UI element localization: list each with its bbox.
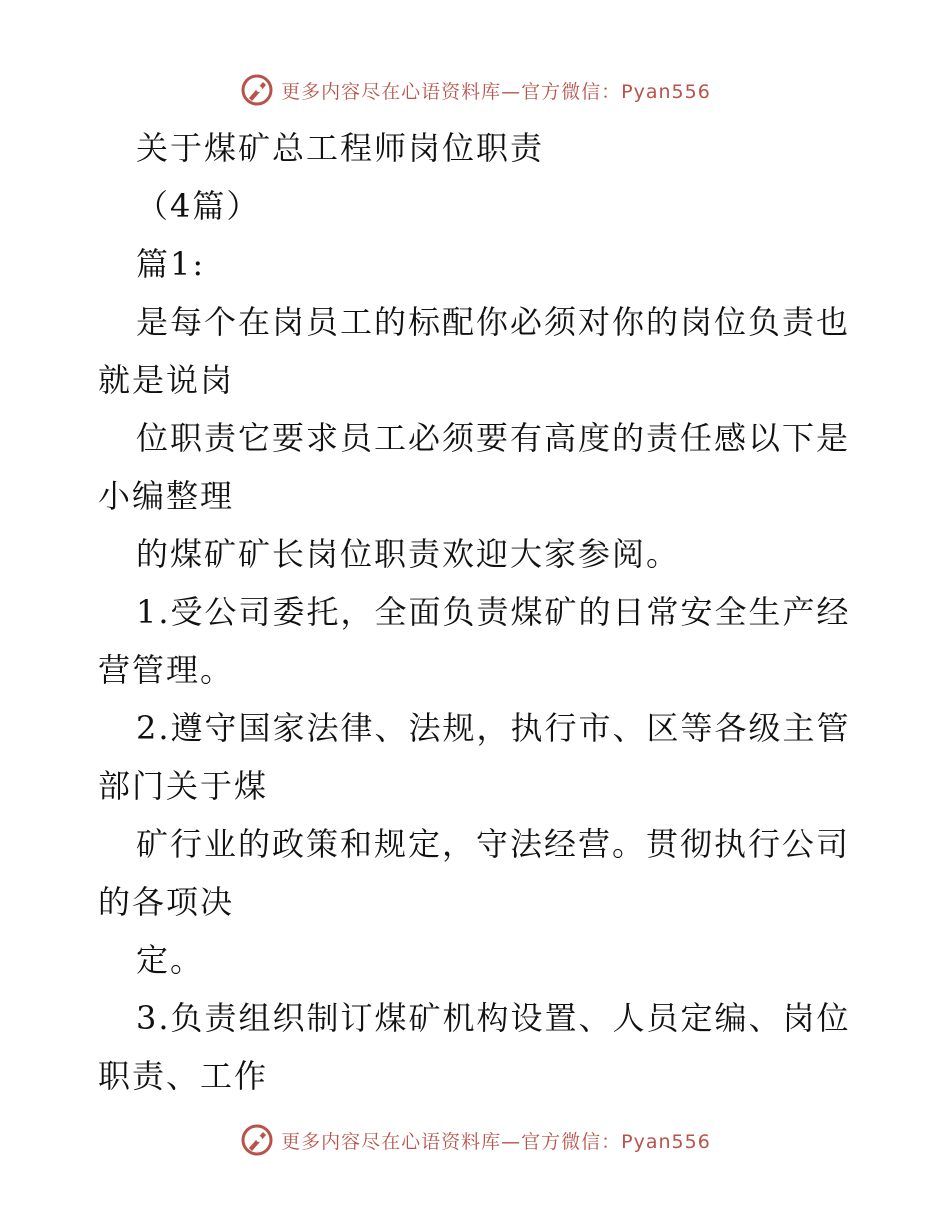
document-title: 关于煤矿总工程师岗位职责 <box>136 129 545 167</box>
list-item-line: 2.遵守国家法律、法规，执行市、区等各级主管 <box>136 709 851 747</box>
list-item-line: 矿行业的政策和规定，守法经营。贯彻执行公司 <box>136 825 851 863</box>
list-item-line: 1.受公司委托，全面负责煤矿的日常安全生产经 <box>136 593 851 631</box>
paragraph-line: 的煤矿矿长岗位职责欢迎大家参阅。 <box>136 535 681 573</box>
list-item-line: 定。 <box>136 941 205 979</box>
watermark-text: 更多内容尽在心语资料库—官方微信：Pyan556 <box>281 80 711 103</box>
paragraph-line: 是每个在岗员工的标配你必须对你的岗位负责也 <box>136 303 851 341</box>
section-heading: 篇1: <box>136 245 206 283</box>
list-item-line: 的各项决 <box>98 883 235 921</box>
paragraph-line: 小编整理 <box>98 477 235 515</box>
paragraph-line: 就是说岗 <box>98 361 235 399</box>
watermark-text: 更多内容尽在心语资料库—官方微信：Pyan556 <box>281 1130 711 1153</box>
list-item-line: 职责、工作 <box>98 1057 269 1095</box>
watermark-footer <box>0 1122 950 1158</box>
watermark-header <box>0 72 950 108</box>
list-item-line: 部门关于煤 <box>98 767 269 805</box>
list-item-line: 3.负责组织制订煤矿机构设置、人员定编、岗位 <box>136 999 851 1037</box>
list-item-line: 营管理。 <box>98 651 235 689</box>
document-subtitle: （4篇） <box>136 187 261 225</box>
paragraph-line: 位职责它要求员工必须要有高度的责任感以下是 <box>136 419 851 457</box>
pen-logo-icon <box>239 72 275 108</box>
pen-logo-icon <box>239 1122 275 1158</box>
